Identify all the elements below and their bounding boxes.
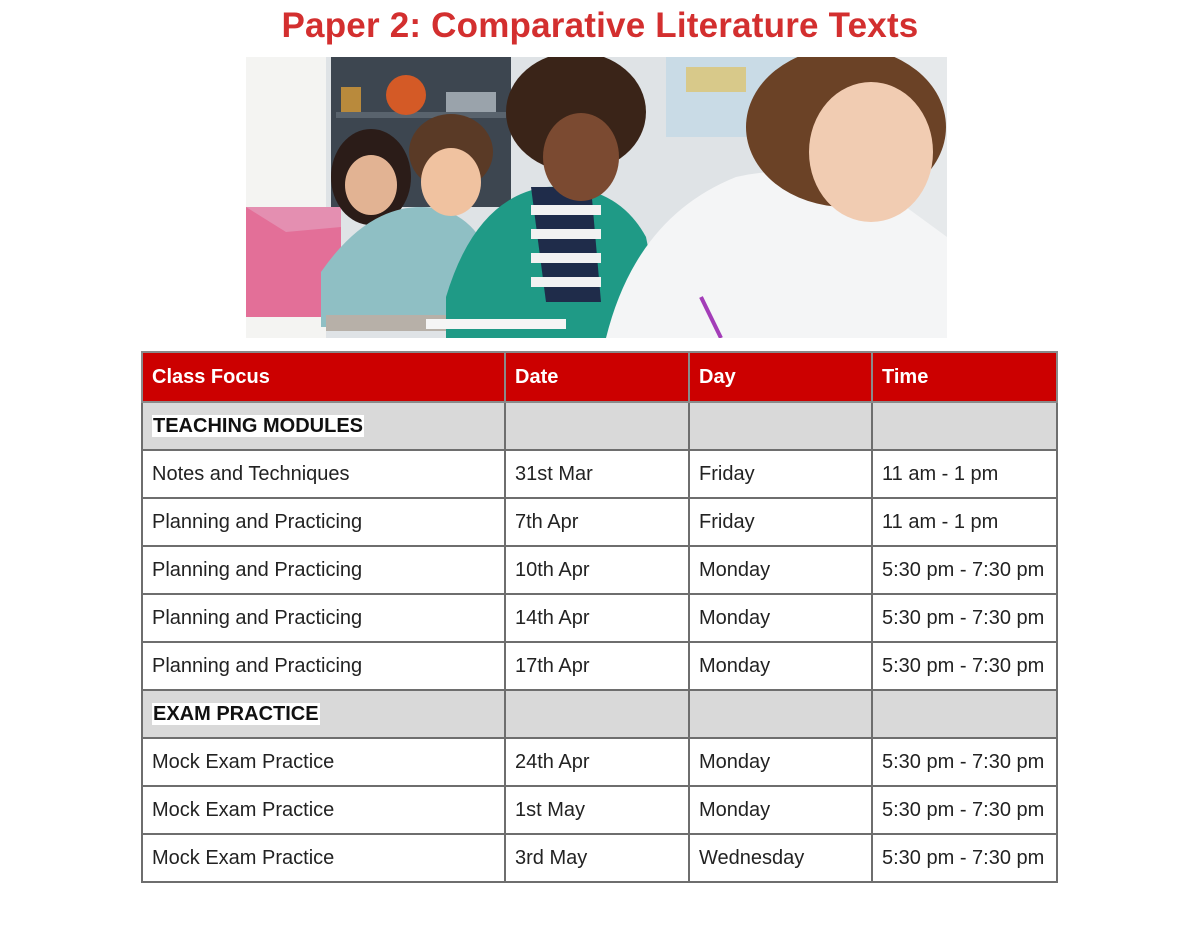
class-schedule-table — [141, 351, 1058, 883]
time-cell: 5:30 pm - 7:30 pm — [872, 834, 1057, 882]
table-row — [142, 546, 1057, 594]
day-cell: Monday — [689, 738, 872, 786]
empty-cell — [505, 690, 689, 738]
class-focus-cell: Mock Exam Practice — [142, 834, 505, 882]
date-cell: 3rd May — [505, 834, 689, 882]
table-row — [142, 594, 1057, 642]
empty-cell — [505, 402, 689, 450]
table-row — [142, 450, 1057, 498]
class-focus-cell: Notes and Techniques — [142, 450, 505, 498]
date-cell: 17th Apr — [505, 642, 689, 690]
column-header-day: Day — [689, 352, 872, 402]
section-label: TEACHING MODULES — [153, 414, 363, 437]
day-cell: Friday — [689, 498, 872, 546]
section-label-cell — [142, 690, 505, 738]
date-cell: 1st May — [505, 786, 689, 834]
time-cell: 5:30 pm - 7:30 pm — [872, 546, 1057, 594]
time-cell: 11 am - 1 pm — [872, 498, 1057, 546]
section-row-teaching-modules — [142, 402, 1057, 450]
table-row — [142, 786, 1057, 834]
column-header-time: Time — [872, 352, 1057, 402]
students-writing-exam-photo — [246, 57, 947, 338]
class-focus-cell: Planning and Practicing — [142, 594, 505, 642]
date-cell: 24th Apr — [505, 738, 689, 786]
column-header-class-focus: Class Focus — [142, 352, 505, 402]
column-header-date: Date — [505, 352, 689, 402]
time-cell: 5:30 pm - 7:30 pm — [872, 594, 1057, 642]
time-cell: 11 am - 1 pm — [872, 450, 1057, 498]
empty-cell — [689, 690, 872, 738]
day-cell: Friday — [689, 450, 872, 498]
class-focus-cell: Planning and Practicing — [142, 546, 505, 594]
class-focus-cell: Mock Exam Practice — [142, 738, 505, 786]
empty-cell — [689, 402, 872, 450]
date-cell: 7th Apr — [505, 498, 689, 546]
day-cell: Wednesday — [689, 834, 872, 882]
day-cell: Monday — [689, 642, 872, 690]
time-cell: 5:30 pm - 7:30 pm — [872, 786, 1057, 834]
page-title: Paper 2: Comparative Literature Texts — [281, 6, 919, 45]
empty-cell — [872, 690, 1057, 738]
date-cell: 31st Mar — [505, 450, 689, 498]
section-label-cell — [142, 402, 505, 450]
date-cell: 14th Apr — [505, 594, 689, 642]
table-row — [142, 738, 1057, 786]
day-cell: Monday — [689, 594, 872, 642]
day-cell: Monday — [689, 786, 872, 834]
table-row — [142, 498, 1057, 546]
table-row — [142, 834, 1057, 882]
table-row — [142, 642, 1057, 690]
time-cell: 5:30 pm - 7:30 pm — [872, 642, 1057, 690]
class-focus-cell: Planning and Practicing — [142, 498, 505, 546]
section-row-exam-practice — [142, 690, 1057, 738]
class-focus-cell: Mock Exam Practice — [142, 786, 505, 834]
empty-cell — [872, 402, 1057, 450]
day-cell: Monday — [689, 546, 872, 594]
section-label: EXAM PRACTICE — [153, 702, 319, 725]
time-cell: 5:30 pm - 7:30 pm — [872, 738, 1057, 786]
date-cell: 10th Apr — [505, 546, 689, 594]
table-header-row — [142, 352, 1057, 402]
class-focus-cell: Planning and Practicing — [142, 642, 505, 690]
